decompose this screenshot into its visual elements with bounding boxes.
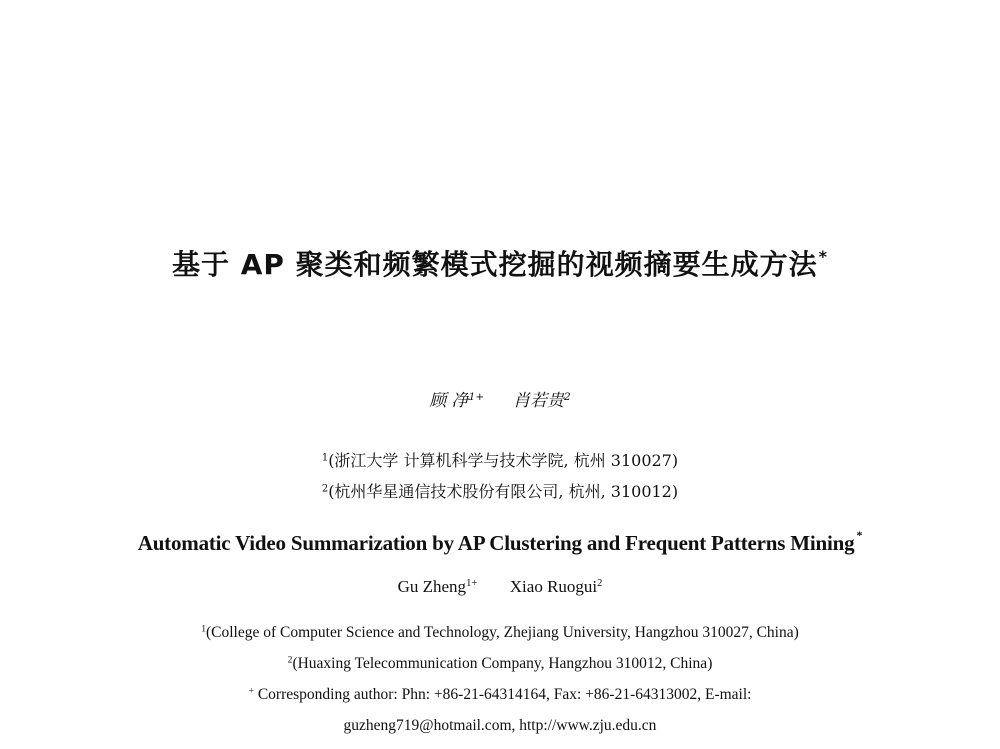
chinese-author-superscript: 2 [564,391,571,404]
english-author-name: Gu Zheng [397,577,467,596]
chinese-affiliation-1 [0,448,1000,471]
chinese-author-name: 肖若贵 [513,391,565,411]
affiliation-text: (College of Computer Science and Technology, Zhejiang University, Hangzhou 310027, China) [205,624,799,641]
affiliation-text: (Huaxing Telecommunication Company, Hangzhou 310012, China) [292,655,713,672]
corresponding-contact-text: guzheng719@hotmail.com, http://www.zju.edu.cn [343,717,657,734]
english-author-superscript: 1+ [466,578,478,590]
english-author-list [0,577,1000,597]
chinese-affiliation-2 [0,479,1000,502]
corresponding-author-line-1 [0,686,1000,704]
corresponding-author-text: Corresponding author: Phn: +86-21-64314164, Fax: +86-21-64313002, E-mail: [257,686,752,703]
english-affiliation-2 [0,655,1000,673]
affiliation-superscript: 2 [287,654,293,666]
english-author-name: Xiao Ruogui [509,577,598,596]
affiliation-superscript: 1 [321,452,329,464]
affiliation-superscript: 1 [201,623,206,635]
english-title-footnote-mark: * [856,528,863,542]
chinese-title-text: 基于 AP 聚类和频繁模式挖掘的视频摘要生成方法 [171,248,818,281]
chinese-title [0,243,1000,283]
english-author-superscript: 2 [597,578,603,590]
chinese-title-footnote-mark: * [818,247,829,266]
affiliation-text: (杭州华星通信技术股份有限公司, 杭州, 310012) [328,482,679,501]
corresponding-author-line-2 [0,717,1000,735]
chinese-author-name: 顾 净 [429,391,469,411]
english-title [0,528,1000,556]
english-title-text: Automatic Video Summarization by AP Clustering and Frequent Patterns Mining [137,531,855,555]
affiliation-superscript: 2 [321,483,329,495]
chinese-author-superscript: 1+ [468,391,485,404]
chinese-author-list [0,386,1000,411]
affiliation-text: (浙江大学 计算机科学与技术学院, 杭州 310027) [328,451,679,470]
english-affiliation-1 [0,624,1000,642]
corresponding-mark: + [248,685,254,697]
